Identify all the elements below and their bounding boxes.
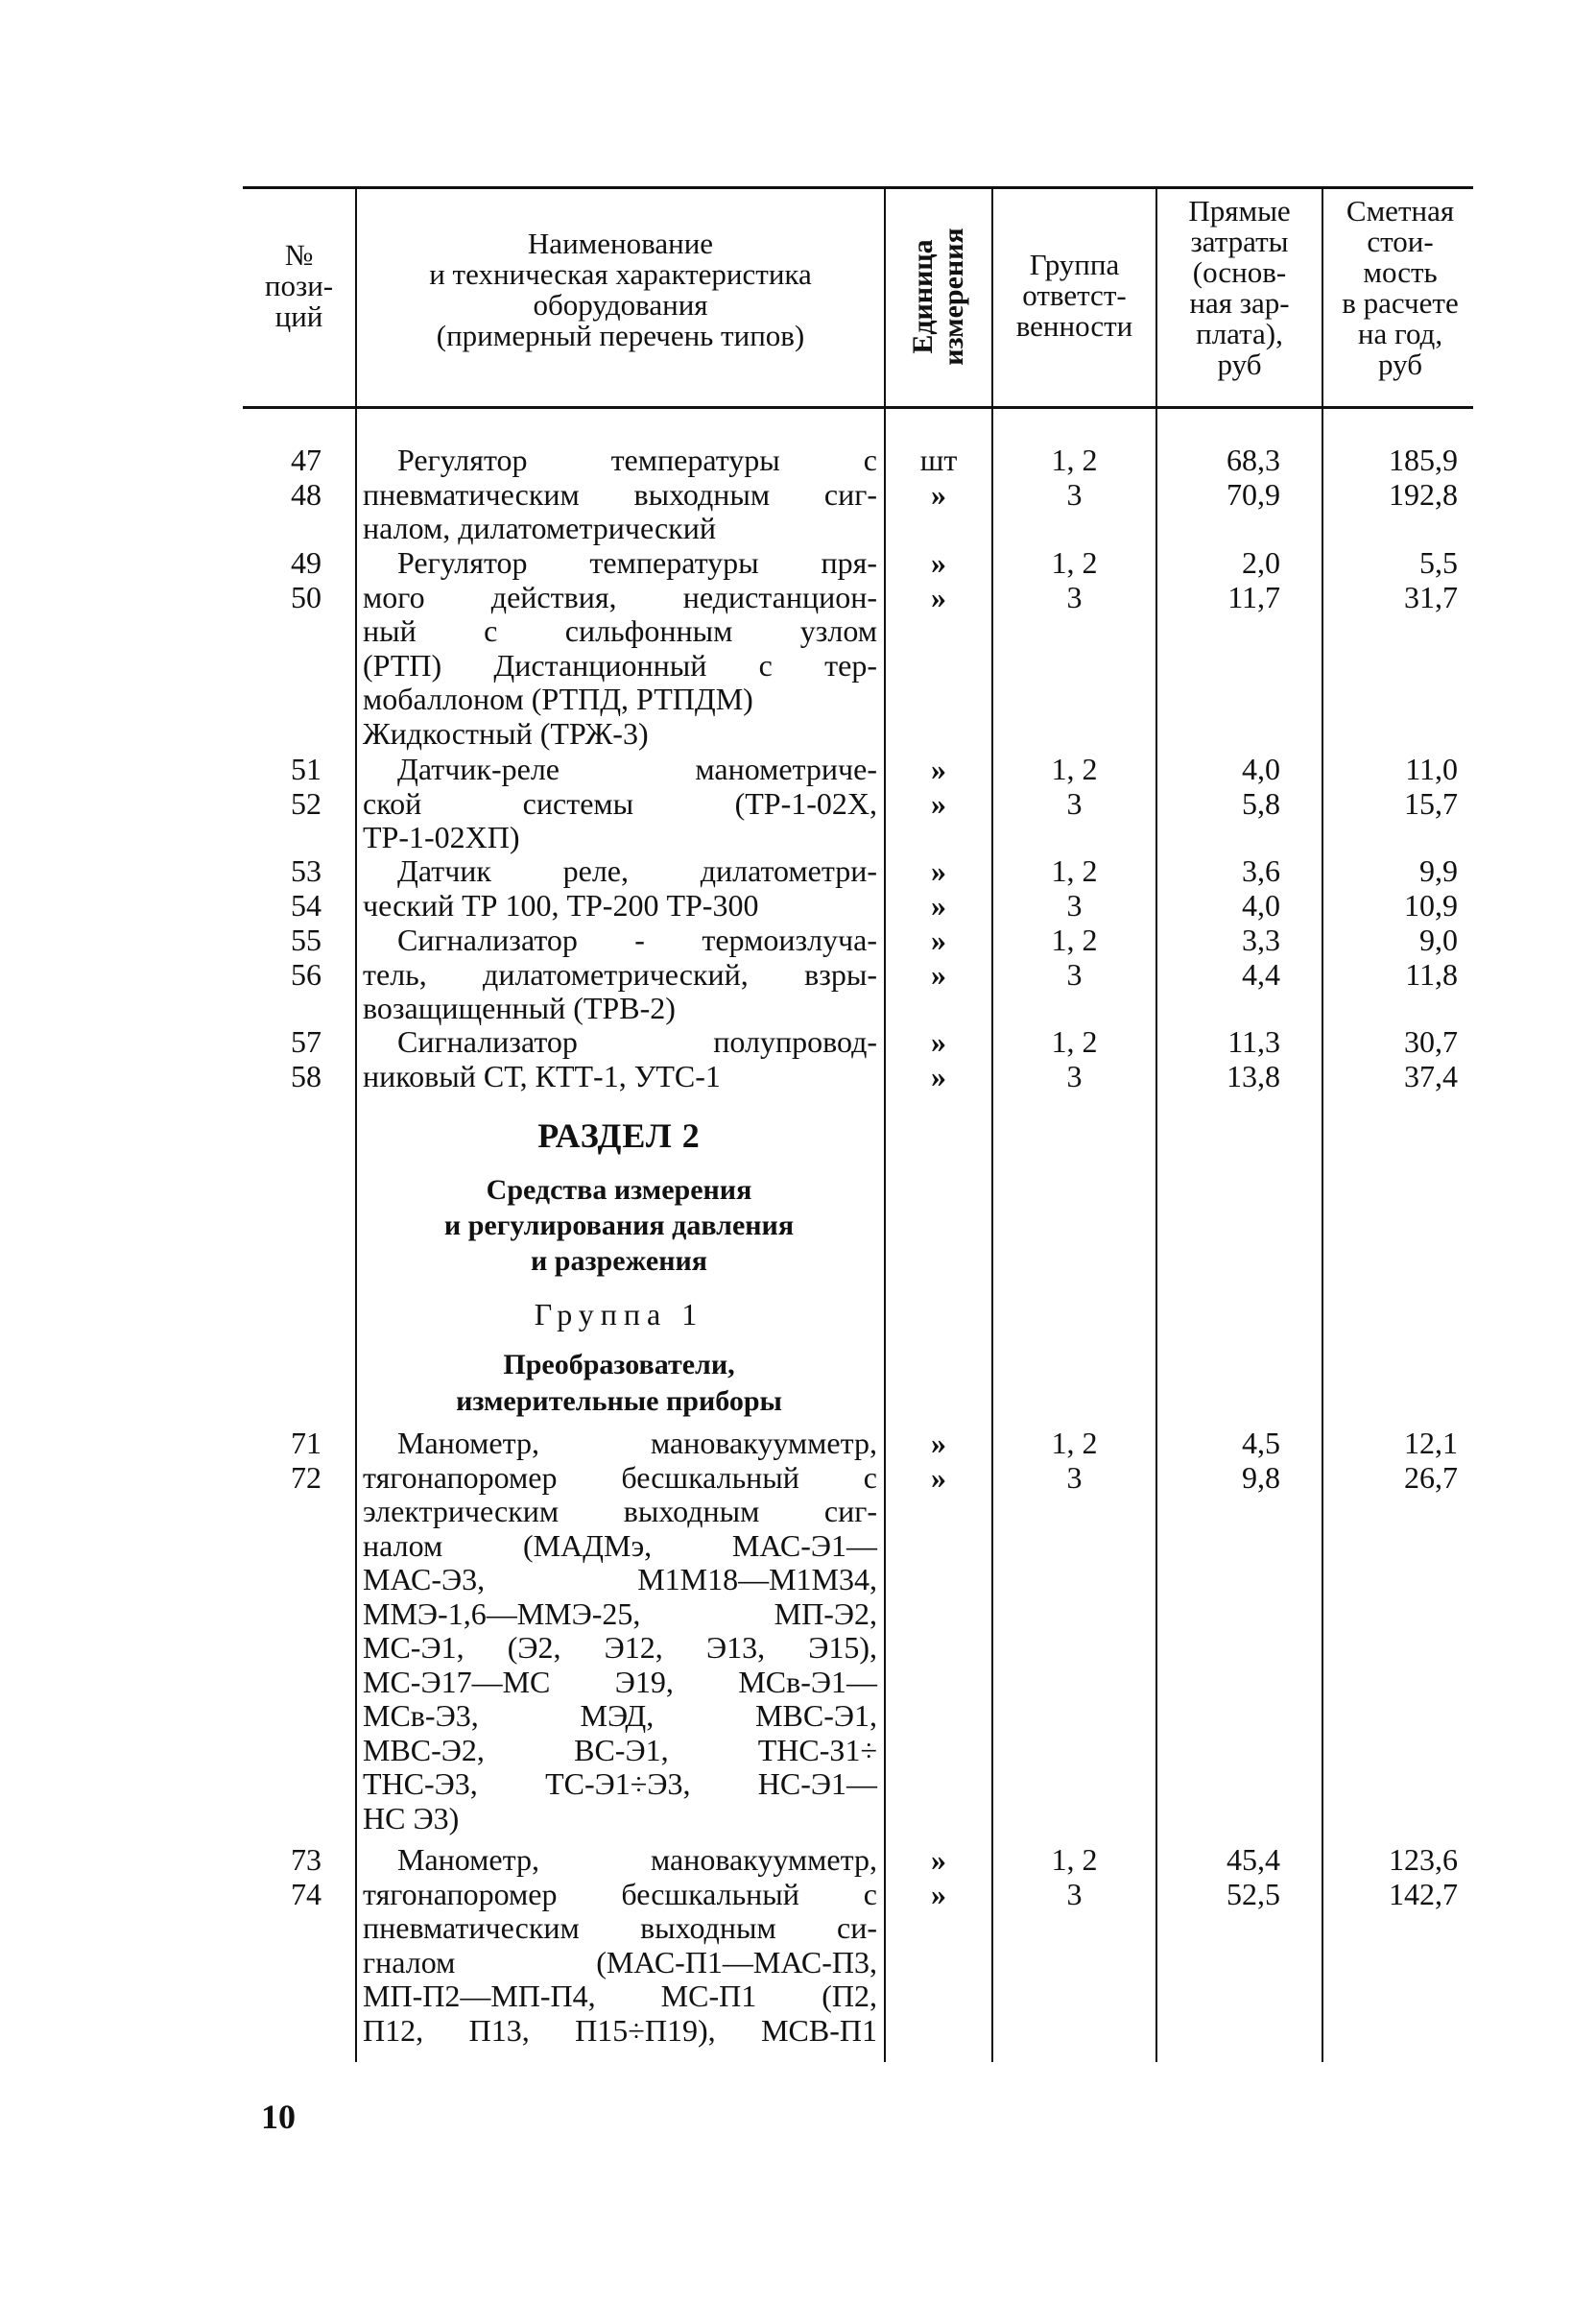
row-direct: 70,9 xyxy=(1227,477,1280,512)
row-group: 1, 2 xyxy=(1051,853,1098,888)
row-estimate: 12,1 xyxy=(1404,1426,1458,1460)
group-title: Группа 1 xyxy=(534,1297,704,1331)
header-group: Группа ответст- венности xyxy=(1015,248,1133,343)
row-unit: » xyxy=(931,786,946,821)
row-direct: 13,8 xyxy=(1227,1059,1280,1093)
row-estimate: 192,8 xyxy=(1389,477,1458,512)
row-direct: 3,3 xyxy=(1242,923,1280,957)
row-estimate: 185,9 xyxy=(1389,443,1458,477)
header-unit: Единица измерения xyxy=(907,228,969,366)
table-top-rule xyxy=(243,186,1473,189)
row-direct: 3,6 xyxy=(1242,853,1280,888)
description-47-48: Регулятор температуры с пневматическим выходным сиг- налом, дилатометрический xyxy=(363,443,877,545)
row-group: 1, 2 xyxy=(1051,1426,1098,1460)
row-num: 74 xyxy=(291,1877,322,1911)
row-group: 3 xyxy=(1066,957,1083,992)
row-direct: 5,8 xyxy=(1242,786,1280,821)
row-num: 50 xyxy=(291,580,322,614)
section-title: РАЗДЕЛ 2 xyxy=(537,1116,701,1155)
row-direct: 45,4 xyxy=(1227,1842,1280,1877)
header-direct-costs: Прямые затраты (основ- ная зар- плата), руб xyxy=(1188,194,1291,381)
row-num: 51 xyxy=(291,752,322,786)
row-estimate: 9,9 xyxy=(1419,853,1458,888)
row-num: 58 xyxy=(291,1059,322,1093)
row-direct: 4,5 xyxy=(1242,1426,1280,1460)
header-bottom-rule xyxy=(243,406,1473,409)
row-direct: 11,3 xyxy=(1227,1024,1280,1059)
row-unit: » xyxy=(931,580,946,614)
row-num: 71 xyxy=(291,1426,322,1460)
row-group: 3 xyxy=(1066,786,1083,821)
row-num: 53 xyxy=(291,853,322,888)
row-estimate: 9,0 xyxy=(1419,923,1458,957)
row-unit: » xyxy=(931,1024,946,1059)
row-unit: » xyxy=(931,1059,946,1093)
row-group: 3 xyxy=(1066,477,1083,512)
row-group: 3 xyxy=(1066,1877,1083,1911)
row-estimate: 37,4 xyxy=(1404,1059,1458,1093)
page-number: 10 xyxy=(261,2098,296,2136)
row-direct: 4,0 xyxy=(1242,752,1280,786)
row-unit: » xyxy=(931,888,946,923)
description-73-74: Манометр, мановакуумметр, тягонапоромер бесшкальный с пневматическим выходным си- гналом (МАС-П1—МАС-П3, МП-П2—МП-П4, МС-П1 (П2, П12, П13, П15÷П19), МСВ-П1 xyxy=(363,1842,877,2048)
row-unit: » xyxy=(931,853,946,888)
section-subtitle: Средства измерения и регулирования давления и разрежения xyxy=(443,1174,795,1277)
row-direct: 4,0 xyxy=(1242,888,1280,923)
description-55-56: Сигнализатор - термоизлуча- тель, дилатометрический, взры- возащищенный (ТРВ-2) xyxy=(363,923,877,1025)
row-group: 1, 2 xyxy=(1051,443,1098,477)
row-unit: » xyxy=(931,1460,946,1495)
description-49-50: Регулятор температуры пря- мого действия, недистанцион- ный с сильфонным узлом (РТП) Дистанционный с тер- мобаллоном (РТПД, РТПДМ) Жидкостный (ТРЖ-3) xyxy=(363,545,877,751)
row-group: 3 xyxy=(1066,888,1083,923)
row-num: 49 xyxy=(291,545,322,580)
row-estimate: 123,6 xyxy=(1389,1842,1458,1877)
row-num: 47 xyxy=(291,443,322,477)
row-estimate: 5,5 xyxy=(1419,545,1458,580)
row-unit: » xyxy=(931,923,946,957)
row-estimate: 30,7 xyxy=(1404,1024,1458,1059)
row-direct: 52,5 xyxy=(1227,1877,1280,1911)
row-num: 54 xyxy=(291,888,322,923)
row-num: 55 xyxy=(291,923,322,957)
row-direct: 2,0 xyxy=(1242,545,1280,580)
row-group: 1, 2 xyxy=(1051,1842,1098,1877)
group-subtitle: Преобразователи, измерительные приборы xyxy=(456,1349,782,1417)
row-num: 57 xyxy=(291,1024,322,1059)
row-unit: » xyxy=(931,1842,946,1877)
row-num: 56 xyxy=(291,957,322,992)
row-group: 1, 2 xyxy=(1051,923,1098,957)
row-num: 48 xyxy=(291,477,322,512)
row-estimate: 11,8 xyxy=(1405,957,1458,992)
row-unit: » xyxy=(931,545,946,580)
row-direct: 68,3 xyxy=(1227,443,1280,477)
row-estimate: 10,9 xyxy=(1404,888,1458,923)
row-num: 52 xyxy=(291,786,322,821)
description-51-52: Датчик-реле манометриче- ской системы (ТР-1-02Х, ТР-1-02ХП) xyxy=(363,752,877,854)
row-group: 1, 2 xyxy=(1051,1024,1098,1059)
row-unit: » xyxy=(931,477,946,512)
row-group: 1, 2 xyxy=(1051,752,1098,786)
row-group: 3 xyxy=(1066,580,1083,614)
row-group: 3 xyxy=(1066,1460,1083,1495)
row-estimate: 26,7 xyxy=(1404,1460,1458,1495)
row-direct: 4,4 xyxy=(1242,957,1280,992)
row-estimate: 142,7 xyxy=(1389,1877,1458,1911)
row-estimate: 31,7 xyxy=(1404,580,1458,614)
row-unit: » xyxy=(931,752,946,786)
row-estimate: 15,7 xyxy=(1404,786,1458,821)
header-name: Наименование и техническая характеристика оборудования (примерный перечень типов) xyxy=(429,227,812,352)
header-estimate-cost: Сметная стои- мость в расчете на год, руб xyxy=(1342,194,1459,381)
description-71-72: Манометр, мановакуумметр, тягонапоромер бесшкальный с электрическим выходным сиг- налом (МАДМэ, МАС-Э1— МАС-Э3, М1М18—М1М34, ММЭ-1,6—ММЭ-25, МП-Э2, МС-Э1, (Э2, Э12, Э13, Э15), МС-Э17—МС Э19, МСв-Э1— МСв-Э3, МЭД, МВС-Э1, МВС-Э2, ВС-Э1, ТНС-З1÷ ТНС-Э3, ТС-Э1÷Э3, НС-Э1— НС Э3) xyxy=(363,1426,877,1835)
row-num: 73 xyxy=(291,1842,322,1877)
row-group: 1, 2 xyxy=(1051,545,1098,580)
row-direct: 9,8 xyxy=(1242,1460,1280,1495)
description-53-54: Датчик реле, дилатометри- ческий ТР 100, ТР-200 ТР-300 xyxy=(363,853,877,923)
row-unit: шт xyxy=(919,443,958,477)
row-group: 3 xyxy=(1066,1059,1083,1093)
row-direct: 11,7 xyxy=(1227,580,1280,614)
row-unit: » xyxy=(931,1877,946,1911)
row-estimate: 11,0 xyxy=(1405,752,1458,786)
header-num: № пози- ций xyxy=(264,238,334,333)
row-num: 72 xyxy=(291,1460,322,1495)
row-unit: » xyxy=(931,957,946,992)
row-unit: » xyxy=(931,1426,946,1460)
description-57-58: Сигнализатор полупровод- никовый СТ, КТТ-1, УТС-1 xyxy=(363,1024,877,1093)
